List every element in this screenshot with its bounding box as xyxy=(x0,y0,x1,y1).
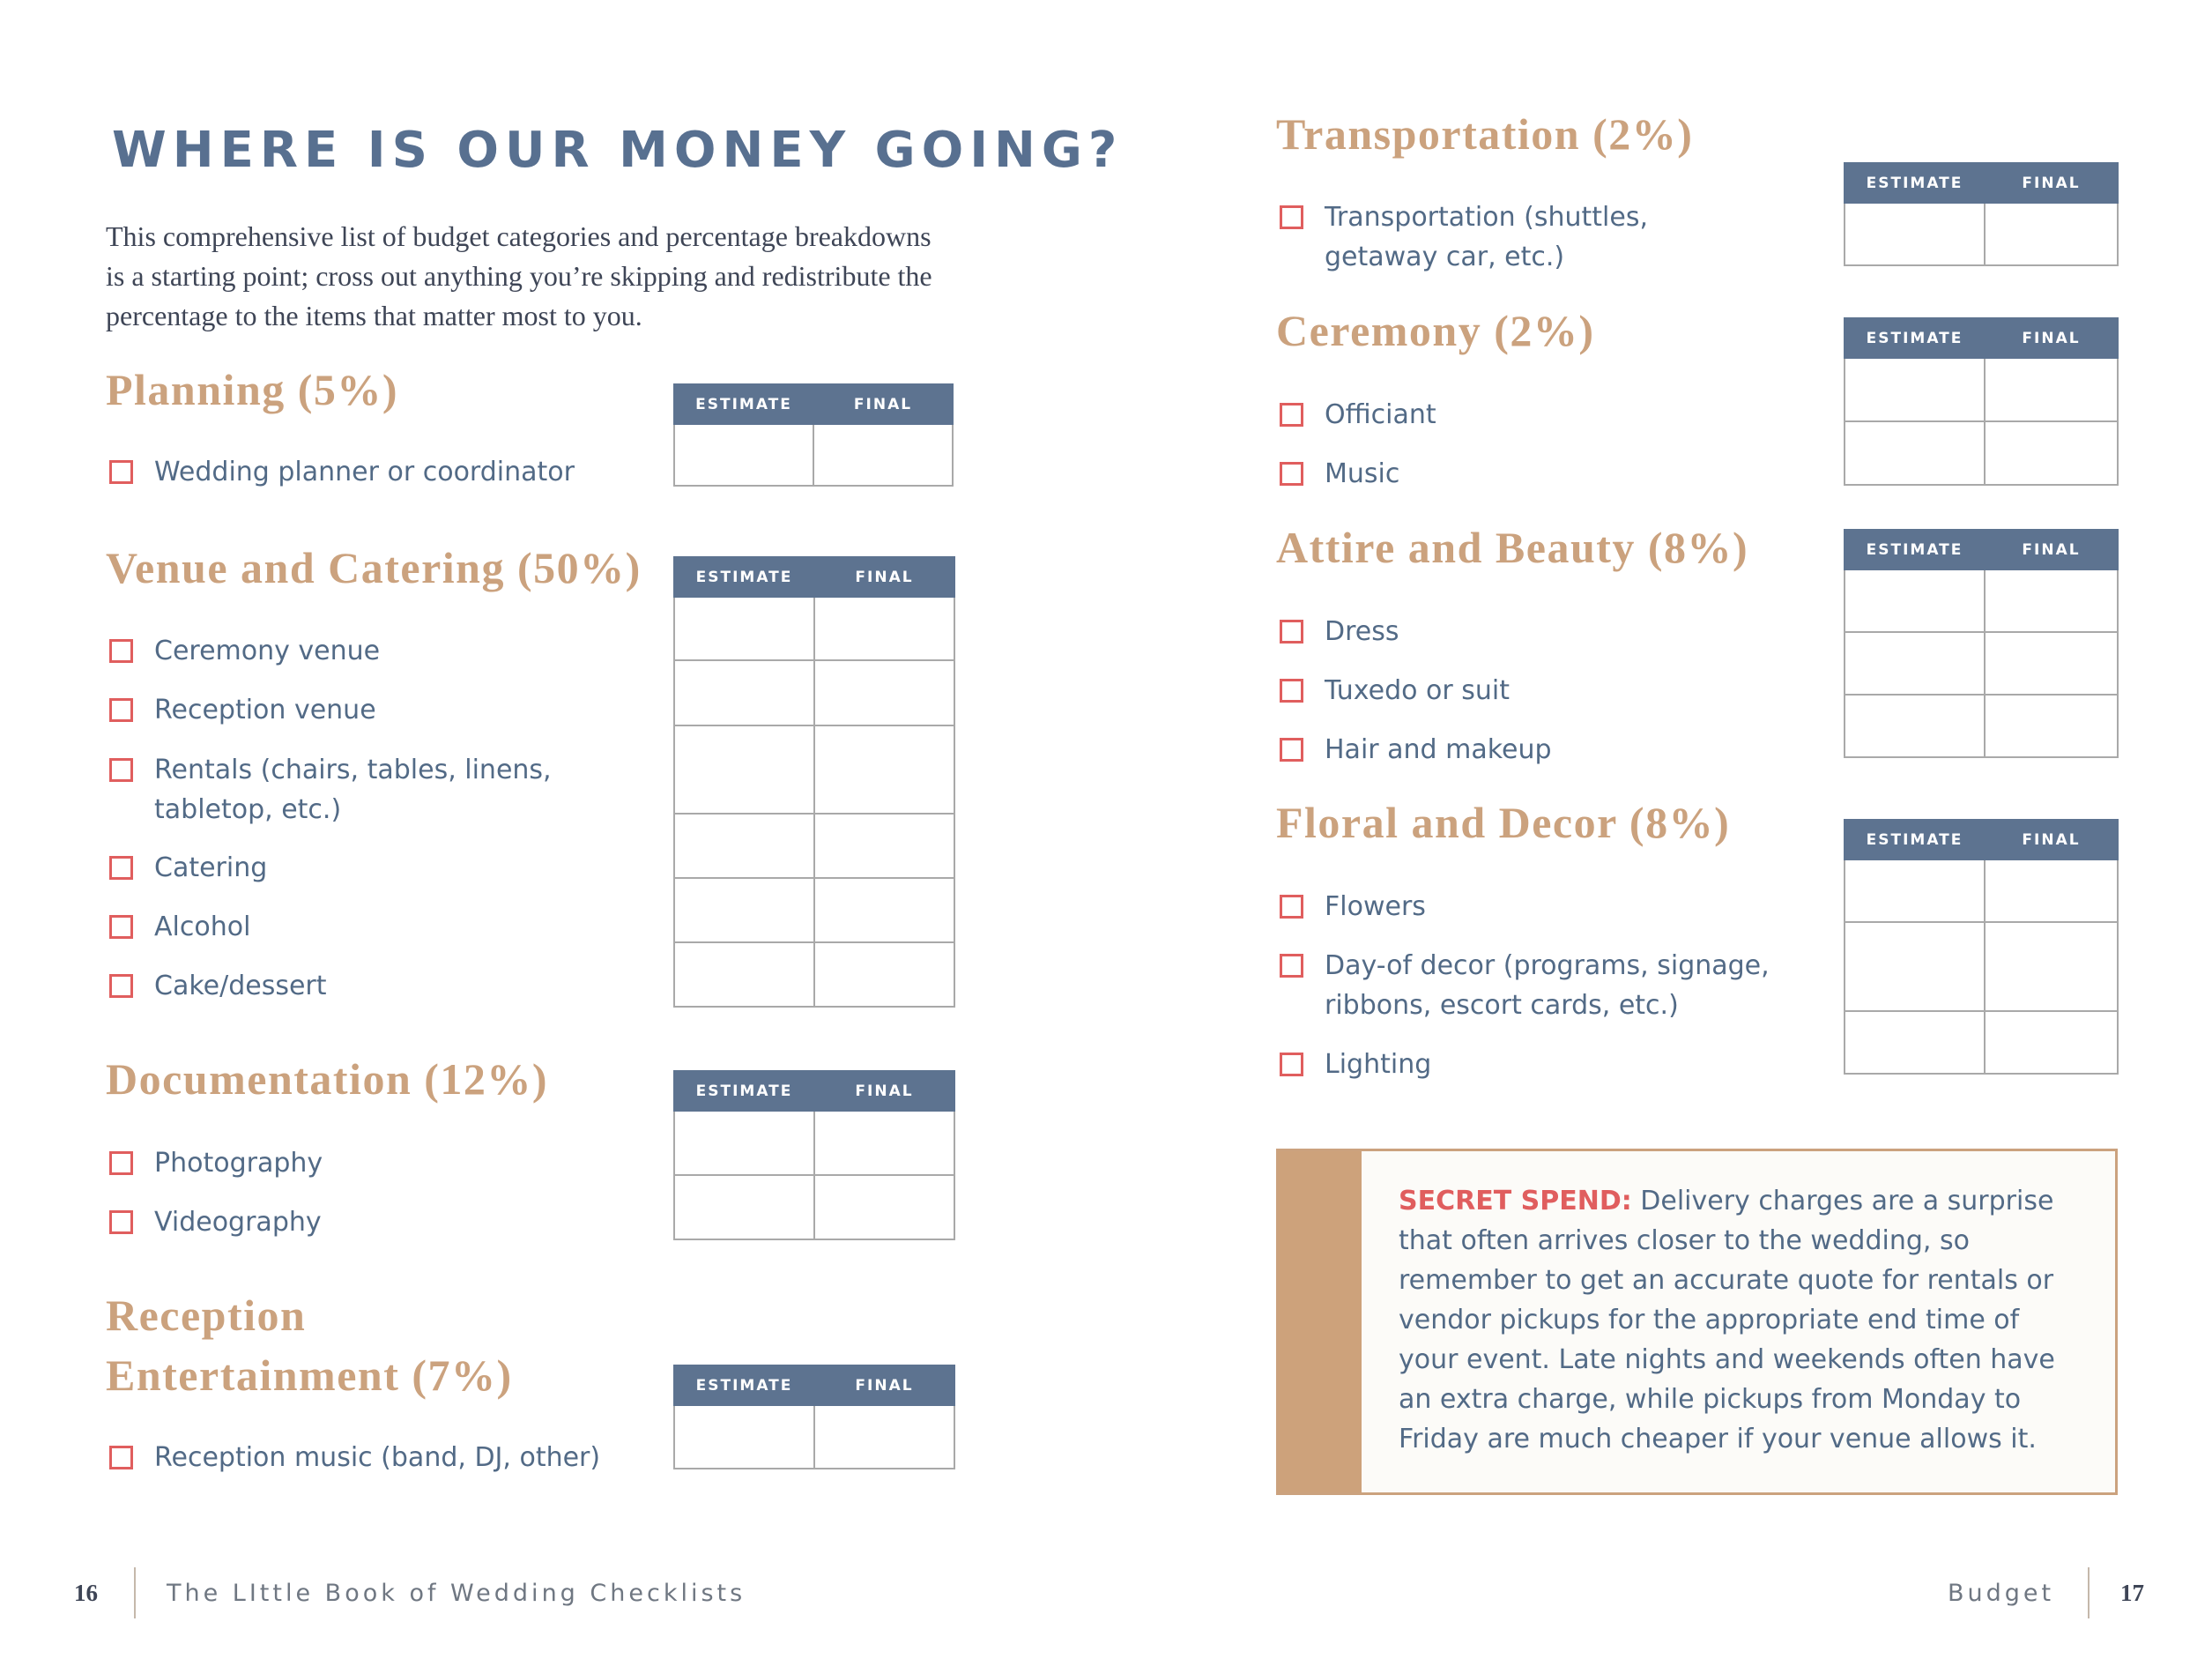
estimate-header: ESTIMATE xyxy=(1845,530,1985,569)
item-label: Flowers xyxy=(1325,891,1426,922)
checkbox[interactable] xyxy=(1280,620,1303,644)
estimate-cell[interactable] xyxy=(1845,922,1985,1011)
right-page-number: 17 xyxy=(2120,1580,2144,1606)
item-label: Officiant xyxy=(1325,399,1436,430)
budget-table-venue-catering xyxy=(673,556,955,1008)
checkbox[interactable] xyxy=(109,1151,133,1175)
item-label: Reception venue xyxy=(154,695,376,725)
checkbox[interactable] xyxy=(109,1446,133,1469)
estimate-header: ESTIMATE xyxy=(1845,820,1985,859)
final-cell[interactable] xyxy=(1985,695,2118,757)
estimate-header: ESTIMATE xyxy=(674,384,813,424)
estimate-cell[interactable] xyxy=(674,424,813,486)
final-cell[interactable] xyxy=(1985,1011,2118,1074)
final-cell[interactable] xyxy=(814,660,954,725)
section-reception-entertainment xyxy=(106,1285,513,1405)
final-cell[interactable] xyxy=(814,597,954,660)
checkbox[interactable] xyxy=(1280,895,1303,919)
item-label: Ceremony venue xyxy=(154,636,381,666)
checklist-item xyxy=(1280,946,1770,1025)
checklist-item xyxy=(1280,887,1426,926)
checklist-item xyxy=(109,690,376,730)
section-heading: Planning (5%) xyxy=(106,365,399,414)
estimate-cell[interactable] xyxy=(1845,1011,1985,1074)
estimate-header: ESTIMATE xyxy=(674,1071,814,1111)
checklist-item xyxy=(1280,197,1648,277)
checklist-item xyxy=(109,1202,322,1242)
checklist-item xyxy=(109,631,380,671)
item-label: Tuxedo or suit xyxy=(1325,675,1510,706)
section-venue-catering xyxy=(106,538,642,598)
callout-accent-bar xyxy=(1279,1151,1362,1492)
checklist-item xyxy=(109,1438,600,1477)
estimate-cell[interactable] xyxy=(674,1175,814,1239)
estimate-cell[interactable] xyxy=(674,878,814,942)
final-header: FINAL xyxy=(814,1071,954,1111)
checkbox[interactable] xyxy=(109,915,133,939)
item-label: Rentals (chairs, tables, linens, tabletop, etc.) xyxy=(154,755,552,825)
item-label: Lighting xyxy=(1325,1049,1432,1080)
final-cell[interactable] xyxy=(1985,421,2118,485)
checkbox[interactable] xyxy=(1280,679,1303,703)
item-label: Photography xyxy=(154,1148,323,1179)
secret-spend-callout xyxy=(1276,1149,2118,1495)
budget-table-planning xyxy=(673,383,954,487)
checklist-item xyxy=(1280,671,1510,710)
section-attire-beauty xyxy=(1276,517,1748,577)
final-cell[interactable] xyxy=(1985,358,2118,421)
final-cell[interactable] xyxy=(814,1111,954,1175)
section-heading: Venue and Catering (50%) xyxy=(106,543,642,592)
estimate-header: ESTIMATE xyxy=(1845,163,1985,203)
final-cell[interactable] xyxy=(1985,859,2118,922)
item-label: Hair and makeup xyxy=(1325,734,1552,765)
estimate-cell[interactable] xyxy=(1845,632,1985,695)
final-header: FINAL xyxy=(1985,530,2118,569)
checkbox[interactable] xyxy=(109,758,133,782)
estimate-header: ESTIMATE xyxy=(674,1365,814,1405)
final-cell[interactable] xyxy=(814,814,954,878)
final-cell[interactable] xyxy=(814,1405,954,1469)
section-heading: Ceremony (2%) xyxy=(1276,306,1595,355)
secret-spend-text xyxy=(1399,1181,2068,1459)
final-header: FINAL xyxy=(813,384,953,424)
section-floral-decor xyxy=(1276,792,1730,852)
estimate-cell[interactable] xyxy=(674,814,814,878)
item-label: Reception music (band, DJ, other) xyxy=(154,1442,601,1473)
estimate-cell[interactable] xyxy=(674,1405,814,1469)
footer-divider xyxy=(134,1567,136,1618)
final-cell[interactable] xyxy=(814,942,954,1007)
checkbox[interactable] xyxy=(109,1210,133,1234)
checklist-item xyxy=(109,1143,323,1183)
section-planning xyxy=(106,360,398,420)
checklist-item xyxy=(109,966,327,1006)
checklist-item xyxy=(109,452,575,492)
final-header: FINAL xyxy=(1985,163,2118,203)
budget-table-transportation xyxy=(1844,162,2119,266)
secret-spend-label: SECRET SPEND: xyxy=(1399,1186,1632,1216)
item-label: Catering xyxy=(154,852,268,883)
budget-table-reception xyxy=(673,1365,955,1469)
checklist-item xyxy=(109,907,250,947)
checkbox[interactable] xyxy=(109,974,133,998)
page-title: WHERE IS OUR MONEY GOING? xyxy=(112,122,1124,179)
checklist-item xyxy=(1280,1045,1431,1084)
checkbox[interactable] xyxy=(1280,403,1303,427)
budget-table-ceremony xyxy=(1844,317,2119,486)
checklist-item xyxy=(109,848,267,888)
estimate-cell[interactable] xyxy=(674,1111,814,1175)
item-label: Transportation (shuttles, getaway car, etc.) xyxy=(1325,202,1649,272)
section-heading: Transportation (2%) xyxy=(1276,109,1694,159)
final-header: FINAL xyxy=(1985,318,2118,358)
section-heading-line-1: Reception xyxy=(106,1291,307,1340)
section-heading-line-2: Entertainment (7%) xyxy=(106,1350,513,1400)
checkbox[interactable] xyxy=(1280,1053,1303,1076)
section-heading: Floral and Decor (8%) xyxy=(1276,798,1731,847)
item-label: Wedding planner or coordinator xyxy=(154,457,575,487)
checkbox[interactable] xyxy=(1280,738,1303,762)
item-label: Alcohol xyxy=(154,911,251,942)
estimate-cell[interactable] xyxy=(1845,859,1985,922)
final-cell[interactable] xyxy=(814,1175,954,1239)
checkbox[interactable] xyxy=(109,639,133,663)
final-cell[interactable] xyxy=(1985,569,2118,632)
secret-spend-body: Delivery charges are a surprise that often arrives closer to the wedding, so remember to get an accurate quote for rentals or vendor pickups for the appropriate end time of your event. Late nights and weekends often have an extra charge, while pickups from Monday to Friday are much cheaper if your venue allows it. xyxy=(1399,1186,2055,1454)
item-label: Music xyxy=(1325,458,1400,489)
section-name: Budget xyxy=(1948,1580,2055,1607)
checklist-item xyxy=(1280,612,1399,651)
checklist-item xyxy=(1280,454,1399,494)
checkbox[interactable] xyxy=(109,856,133,880)
budget-table-documentation xyxy=(673,1070,955,1240)
checkbox[interactable] xyxy=(1280,205,1303,229)
final-cell[interactable] xyxy=(1985,203,2118,265)
estimate-cell[interactable] xyxy=(674,660,814,725)
checklist-item xyxy=(109,750,552,830)
estimate-cell[interactable] xyxy=(674,597,814,660)
final-header: FINAL xyxy=(814,557,954,597)
item-label: Dress xyxy=(1325,616,1399,647)
checkbox[interactable] xyxy=(109,698,133,722)
estimate-cell[interactable] xyxy=(1845,695,1985,757)
checkbox[interactable] xyxy=(1280,462,1303,486)
estimate-cell[interactable] xyxy=(674,942,814,1007)
section-documentation xyxy=(106,1049,548,1109)
estimate-cell[interactable] xyxy=(1845,203,1985,265)
item-label: Cake/dessert xyxy=(154,971,327,1001)
budget-table-floral-decor xyxy=(1844,819,2119,1075)
final-cell[interactable] xyxy=(814,878,954,942)
book-title: The LIttle Book of Wedding Checklists xyxy=(167,1580,746,1607)
checklist-item xyxy=(1280,730,1552,770)
checklist-item xyxy=(1280,395,1436,435)
final-header: FINAL xyxy=(1985,820,2118,859)
final-cell[interactable] xyxy=(1985,922,2118,1011)
final-cell[interactable] xyxy=(814,725,954,814)
budget-table-attire-beauty xyxy=(1844,529,2119,758)
section-transportation xyxy=(1276,104,1693,164)
item-label: Day-of decor (programs, signage, ribbons, escort cards, etc.) xyxy=(1325,950,1770,1021)
estimate-cell[interactable] xyxy=(674,725,814,814)
section-heading: Documentation (12%) xyxy=(106,1054,549,1104)
final-header: FINAL xyxy=(814,1365,954,1405)
final-cell[interactable] xyxy=(813,424,953,486)
estimate-header: ESTIMATE xyxy=(674,557,814,597)
left-page-number: 16 xyxy=(74,1580,98,1606)
estimate-cell[interactable] xyxy=(1845,358,1985,421)
intro-paragraph: This comprehensive list of budget categories and percentage breakdowns is a starting point; cross out anything you’re skipping and redistribute the percentage to the items that matter most to you. xyxy=(106,220,932,331)
footer-divider xyxy=(2088,1567,2090,1618)
final-cell[interactable] xyxy=(1985,632,2118,695)
section-ceremony xyxy=(1276,301,1595,361)
estimate-cell[interactable] xyxy=(1845,421,1985,485)
item-label: Videography xyxy=(154,1207,322,1238)
estimate-header: ESTIMATE xyxy=(1845,318,1985,358)
section-heading: Attire and Beauty (8%) xyxy=(1276,523,1749,572)
estimate-cell[interactable] xyxy=(1845,569,1985,632)
checkbox[interactable] xyxy=(109,460,133,484)
checkbox[interactable] xyxy=(1280,954,1303,978)
